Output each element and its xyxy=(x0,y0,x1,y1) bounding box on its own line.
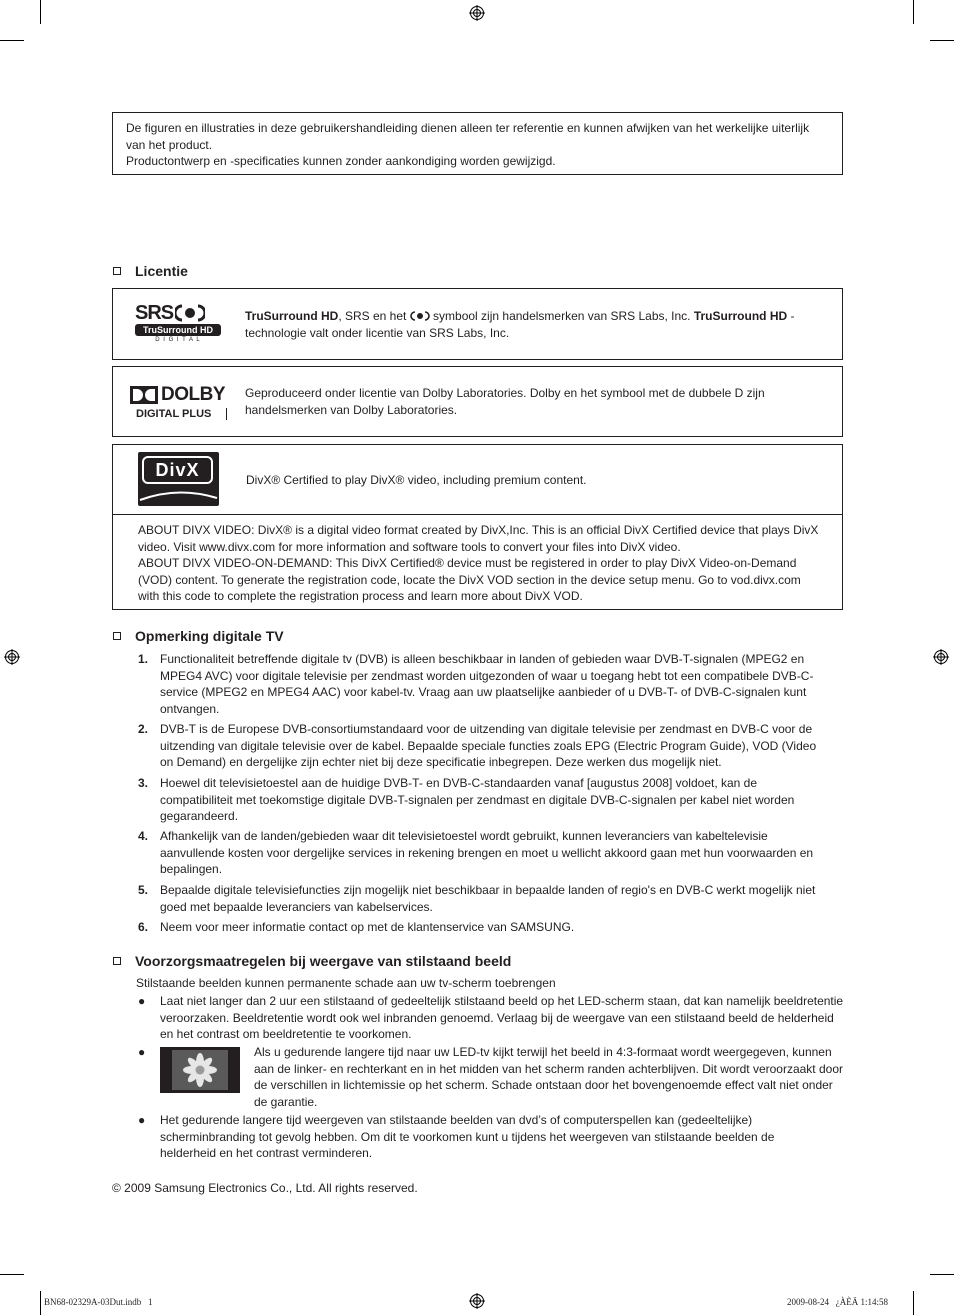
still-image-intro: Stilstaande beelden kunnen permanente schade aan uw tv-scherm toebrengen xyxy=(136,976,556,990)
srs-symbol-icon xyxy=(410,311,430,321)
dolby-license-box xyxy=(112,366,843,437)
crop-mark xyxy=(913,1291,914,1315)
crop-mark xyxy=(0,40,24,41)
registration-mark-icon xyxy=(4,649,20,665)
notice-box xyxy=(112,112,843,175)
checkbox-bullet-icon xyxy=(113,957,121,965)
checkbox-bullet-icon xyxy=(113,632,121,640)
crop-mark xyxy=(930,40,954,41)
list-item: 3. Hoewel dit televisietoestel aan de huidige DVB-T- en DVB-C-standaarden vanaf [augustus 2008] voldoet, kan de compatibiliteit met toekomstige digitale DVB-T-signalen per zendmast en digitale DVB-C-signalen per kabel niet worden gegarandeerd. xyxy=(138,776,795,823)
crop-mark xyxy=(40,1291,41,1315)
crop-mark xyxy=(40,0,41,24)
tv-4-3-screen-image xyxy=(160,1047,240,1093)
registration-mark-icon xyxy=(469,5,485,21)
srs-logo: SRS TruSurround HD D I G I T A L xyxy=(135,303,223,345)
dolby-license-text: Geproduceerd onder licentie van Dolby Laboratories. Dolby en het symbool met de dubbele D zijn handelsmerken van Dolby Laboratories. xyxy=(245,386,765,417)
copyright-text: © 2009 Samsung Electronics Co., Ltd. All rights reserved. xyxy=(112,1181,418,1195)
notice-line-1: De figuren en illustraties in deze gebruikershandleiding dienen alleen ter referentie en kunnen afwijken van het werkelijke uiterlijk van het product. xyxy=(126,121,810,152)
crop-mark xyxy=(913,0,914,24)
divx-license-text: DivX® Certified to play DivX® video, including premium content. xyxy=(246,473,587,487)
divx-swoosh-icon xyxy=(138,488,219,506)
still-image-heading: Voorzorgsmaatregelen bij weergave van stilstaand beeld xyxy=(113,953,511,969)
divx-about-text: ABOUT DIVX VIDEO: DivX® is a digital video format created by DivX,Inc. This is an official DivX Certified device that plays DivX video. Visit www.divx.com for more information and software tools to convert your files into DivX video. ABOUT DIVX VIDEO-ON-DEMAND: This DivX Certified® device must be registered in order to play DivX Video-on-Demand (VOD) content. To generate the registration code, locate the DivX VOD section in the device setup menu. Go to vod.divx.com with this code to complete the registration process and learn more about DivX VOD. xyxy=(138,523,819,603)
srs-license-text: TruSurround HD, SRS en het symbool zijn handelsmerken van SRS Labs, Inc. TruSurround HD - technologie valt onder licentie van SRS Labs, Inc. xyxy=(245,309,795,340)
list-item: 1. Functionaliteit betreffende digitale tv (DVB) is alleen beschikbaar in landen of gebieden waar DVB-T-signalen (MPEG2 en MPEG4 AVC) voor digitale televisie per zendmast worden uitgezonden of waar u toegang hebt tot een compatibele DVB-C-service (MPEG2 en MPEG4 AAC) voor kabel-tv. Vraag aan uw plaatselijke aanbieder of u DVB-T- of DVB-C-signalen kunt ontvangen. xyxy=(138,652,814,716)
divx-logo: DivX xyxy=(138,452,219,506)
divx-divider xyxy=(113,514,842,515)
dolby-double-d-icon xyxy=(130,386,158,404)
list-item: ● Het gedurende langere tijd weergeven van stilstaande beelden van dvd’s of computerspellen kan (gedeeltelijke) scherminbranding tot gevolg hebben. Om dit te voorkomen kunt u tijdens het weergeven van stilstaande beelden de helderheid en het contrast verminderen. xyxy=(138,1113,775,1160)
srs-circle-symbol-icon xyxy=(175,304,205,322)
digital-tv-heading: Opmerking digitale TV xyxy=(113,628,284,644)
registration-mark-icon xyxy=(469,1293,485,1309)
divx-license-box xyxy=(112,444,843,610)
dolby-logo: DOLBY DIGITAL PLUS xyxy=(130,385,230,423)
footer-timestamp: 2009-08-24 ¿ÀÈÄ 1:14:58 xyxy=(787,1297,888,1307)
list-item: 6. Neem voor meer informatie contact op met de klantenservice van SAMSUNG. xyxy=(138,920,575,934)
notice-line-2: Productontwerp en -specificaties kunnen zonder aankondiging worden gewijzigd. xyxy=(126,154,556,168)
list-item: ● Laat niet langer dan 2 uur een stilstaand of gedeeltelijk stilstaand beeld op het LED-scherm staan, dat kan namelijk beeldretentie veroorzaken. Beeldretentie wordt ook wel inbranden genoemd. Verlaag bij de weergave van een stilstaand beeld de helderheid en het contrast om beeldretentie te voorkomen. xyxy=(138,994,844,1041)
footer-file-info: BN68-02329A-03Dut.indb 1 xyxy=(44,1297,153,1307)
list-item: 4. Afhankelijk van de landen/gebieden waar dit televisietoestel wordt gebruikt, kunnen leveranciers van kabeltelevisie aanvullende kosten voor dergelijke services in rekening brengen en moet u wellicht akkoord gaan met hun voorwaarden en bepalingen. xyxy=(138,829,814,876)
crop-mark xyxy=(930,1274,954,1275)
flower-image-icon xyxy=(172,1050,228,1090)
crop-mark xyxy=(0,1274,24,1275)
list-item: ● Als u gedurende langere tijd naar uw LED-tv kijkt terwijl het beeld in 4:3-formaat wordt weergegeven, kunnen aan de linker- en rechterkant en in het midden van het scherm randen achterblijven. Dit wordt veroorzaakt door de verschillen in lichtemissie op het scherm. Schade ontstaan door het bovengenoemde effect valt niet onder de garantie. xyxy=(138,1045,843,1109)
srs-license-box xyxy=(112,288,843,360)
checkbox-bullet-icon xyxy=(113,267,121,275)
list-item: 2. DVB-T is de Europese DVB-consortiumstandaard voor de uitzending van digitale televisie per zendmast en DVB-C voor de uitzending van digitale televisie over de kabel. Bepaalde speciale functies zoals EPG (Electric Program Guide), VOD (Video on Demand) en dergelijke zijn echter niet bij deze specificatie inbegrepen. Deze werken dus mogelijk niet. xyxy=(138,722,817,769)
registration-mark-icon xyxy=(933,649,949,665)
licentie-heading: Licentie xyxy=(113,263,188,279)
list-item: 5. Bepaalde digitale televisiefuncties zijn mogelijk niet beschikbaar in bepaalde landen of regio's en DVB-C werkt mogelijk niet goed met bepaalde leveranciers van kabelservices. xyxy=(138,883,816,914)
